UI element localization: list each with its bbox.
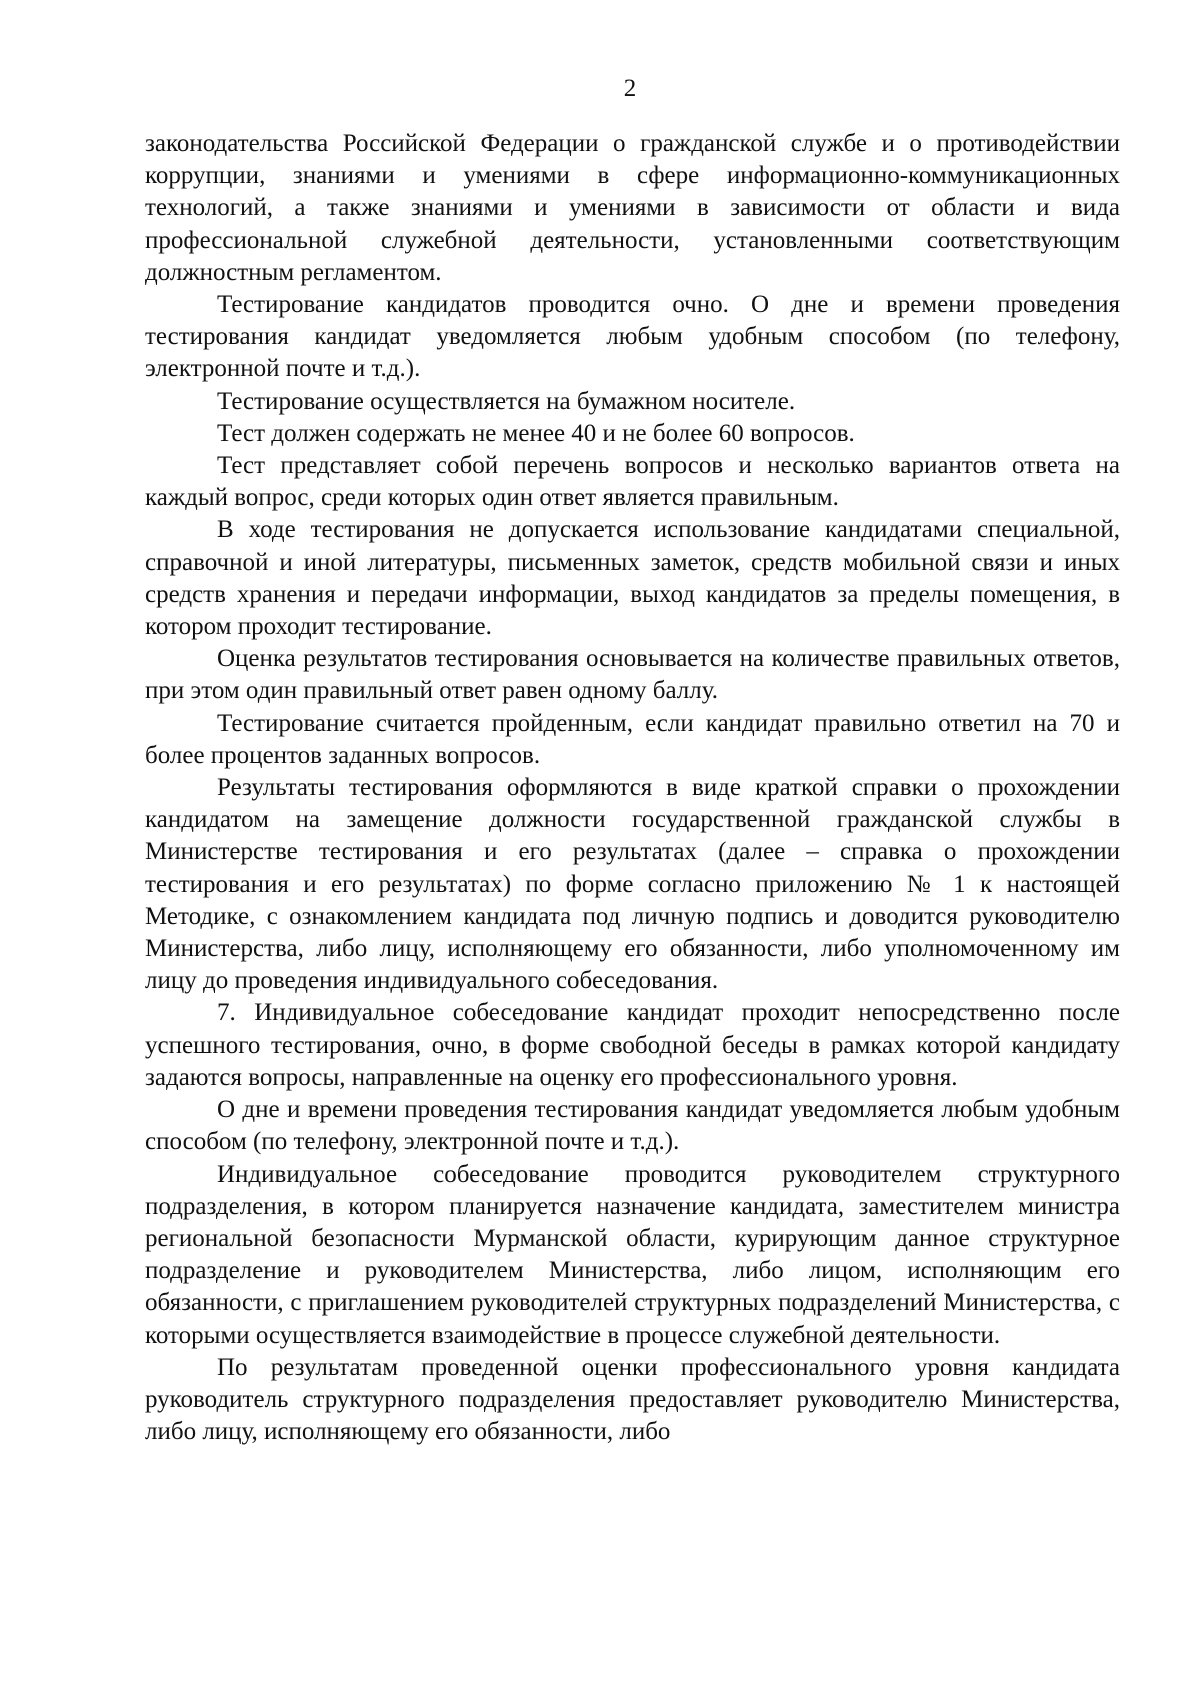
paragraph-notification: О дне и времени проведения тестирования кандидат уведомляется любым удобным способом (по телефону, электронной почте и т.д.).: [145, 1096, 1120, 1156]
paragraph-interview-panel: Индивидуальное собеседование проводится руководителем структурного подразделения, в котором планируется назначение кандидата, заместителем министра региональной безопасности Мурманской области, курирующим данное структурное подразделение и руководителем Министерства, либо лицом, исполняющим его обязанности, с приглашением руководителей структурных подразделений Министерства, с которыми осуществляется взаимодействие в процессе служебной деятельности.: [145, 1160, 1120, 1349]
paragraph-question-count: Тест должен содержать не менее 40 и не более 60 вопросов.: [217, 419, 855, 447]
paragraph-prohibitions: В ходе тестирования не допускается использование кандидатами специальной, справочной и иной литературы, письменных заметок, средств мобильной связи и иных средств хранения и передачи информации, выход кандидатов за пределы помещения, в котором проходит тестирование.: [145, 516, 1120, 641]
document-body: [145, 128, 1120, 1448]
paragraph-test-structure: Тест представляет собой перечень вопросов и несколько вариантов ответа на каждый вопрос, среди которых один ответ является правильным.: [145, 452, 1120, 512]
paragraph-item-7-interview: 7. Индивидуальное собеседование кандидат проходит непосредственно после успешного тестирования, очно, в форме свободной беседы в рамках которой кандидату задаются вопросы, направленные на оценку его профессионального уровня.: [145, 999, 1120, 1091]
paragraph-results-report: Результаты тестирования оформляются в виде краткой справки о прохождении кандидатом на замещение должности государственной гражданской службы в Министерстве тестирования и его результатах (далее – справка о прохождении тестирования и его результатах) по форме согласно приложению № 1 к настоящей Методике, с ознакомлением кандидата под личную подпись и доводится руководителю Министерства, либо лицу, исполняющему его обязанности, либо уполномоченному им лицу до проведения индивидуального собеседования.: [145, 774, 1120, 995]
paragraph-continuation: законодательства Российской Федерации о гражданской службе и о противодействии коррупции, знаниями и умениями в сфере информационно-коммуникационных технологий, а также знаниями и умениями в зависимости от области и вида профессиональной служебной деятельности, установленными соответствующим должностным регламентом.: [145, 130, 1120, 286]
paragraph-testing-in-person: Тестирование кандидатов проводится очно. О дне и времени проведения тестирования кандидат уведомляется любым удобным способом (по телефону, электронной почте и т.д.).: [145, 291, 1120, 383]
page-number: 2: [623, 75, 637, 102]
paragraph-pass-threshold: Тестирование считается пройденным, если кандидат правильно ответил на 70 и более процентов заданных вопросов.: [145, 709, 1120, 769]
paragraph-paper-format: Тестирование осуществляется на бумажном носителе.: [217, 387, 796, 415]
paragraph-scoring: Оценка результатов тестирования основывается на количестве правильных ответов, при этом один правильный ответ равен одному баллу.: [145, 645, 1120, 705]
paragraph-assessment-results: По результатам проведенной оценки профессионального уровня кандидата руководитель структурного подразделения предоставляет руководителю Министерства, либо лицу, исполняющему его обязанности, либо: [145, 1353, 1120, 1446]
